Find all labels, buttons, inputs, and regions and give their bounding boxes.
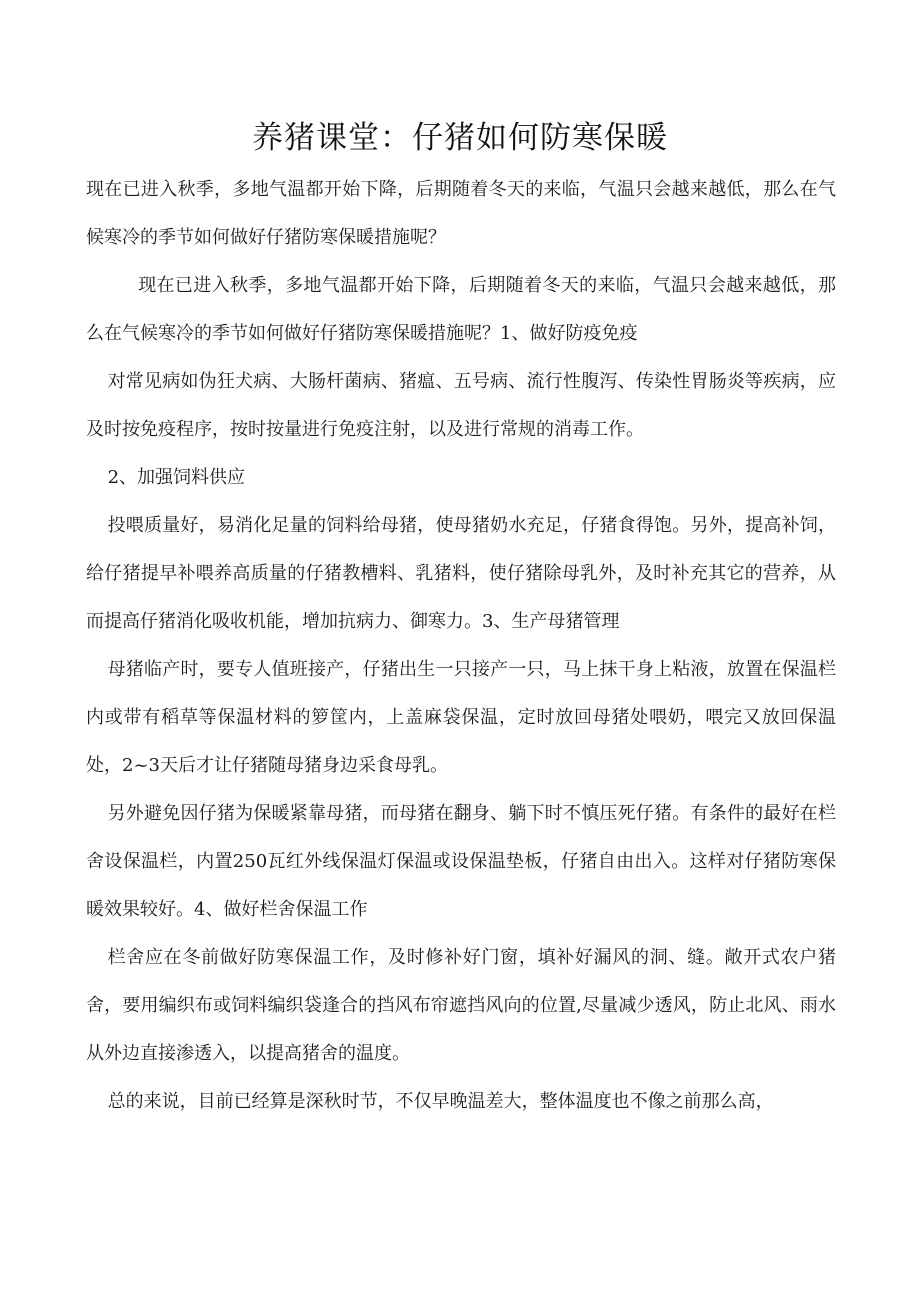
section-heading-feed-supply: 2、加强饲料供应 — [107, 467, 246, 488]
paragraph-heat-lamp: 另外避免因仔猪为保暖紧靠母猪，而母猪在翻身、躺下时不慎压死仔猪。有条件的最好在栏舍设保温栏，内置250瓦红外线保温灯保温或设保温垫板，仔猪自由出入。这样对仔猪防寒保暖效果较好。4、做好栏舍保温工作 — [86, 803, 836, 920]
document-body — [86, 166, 836, 1126]
paragraph-farrowing: 母猪临产时，要专人值班接产，仔猪出生一只接产一只，马上抹干身上粘液，放置在保温栏内或带有稻草等保温材料的箩筐内，上盖麻袋保温，定时放回母猪处喂奶，喂完又放回保温处，2~3天后才让仔猪随母猪身边采食母乳。 — [86, 659, 836, 776]
paragraph-feed-supply: 投喂质量好，易消化足量的饲料给母猪，使母猪奶水充足，仔猪食得饱。另外，提高补饲，给仔猪提早补喂养高质量的仔猪教槽料、乳猪料，使仔猪除母乳外，及时补充其它的营养，从而提高仔猪消化吸收机能，增加抗病力、御寒力。3、生产母猪管理 — [86, 515, 836, 632]
paragraph-common-diseases: 对常见病如伪狂犬病、大肠杆菌病、猪瘟、五号病、流行性腹泻、传染性胃肠炎等疾病，应及时按免疫程序，按时按量进行免疫注射，以及进行常规的消毒工作。 — [86, 371, 836, 440]
document-title: 养猪课堂：仔猪如何防寒保暖 — [252, 120, 668, 156]
paragraph-epidemic-prevention: 现在已进入秋季，多地气温都开始下降，后期随着冬天的来临，气温只会越来越低，那么在气候寒冷的季节如何做好仔猪防寒保暖措施呢？1、做好防疫免疫 — [86, 275, 836, 344]
paragraph-conclusion: 总的来说，目前已经算是深秋时节，不仅早晚温差大，整体温度也不像之前那么高， — [107, 1091, 774, 1112]
intro-paragraph: 现在已进入秋季，多地气温都开始下降，后期随着冬天的来临，气温只会越来越低，那么在气候寒冷的季节如何做好仔猪防寒保暖措施呢？ — [86, 179, 836, 248]
paragraph-pen-insulation: 栏舍应在冬前做好防寒保温工作，及时修补好门窗，填补好漏风的洞、缝。敞开式农户猪舍，要用编织布或饲料编织袋逢合的挡风布帘遮挡风向的位置,尽量减少透风，防止北风、雨水从外边直接渗透入，以提高猪舍的温度。 — [86, 947, 836, 1064]
